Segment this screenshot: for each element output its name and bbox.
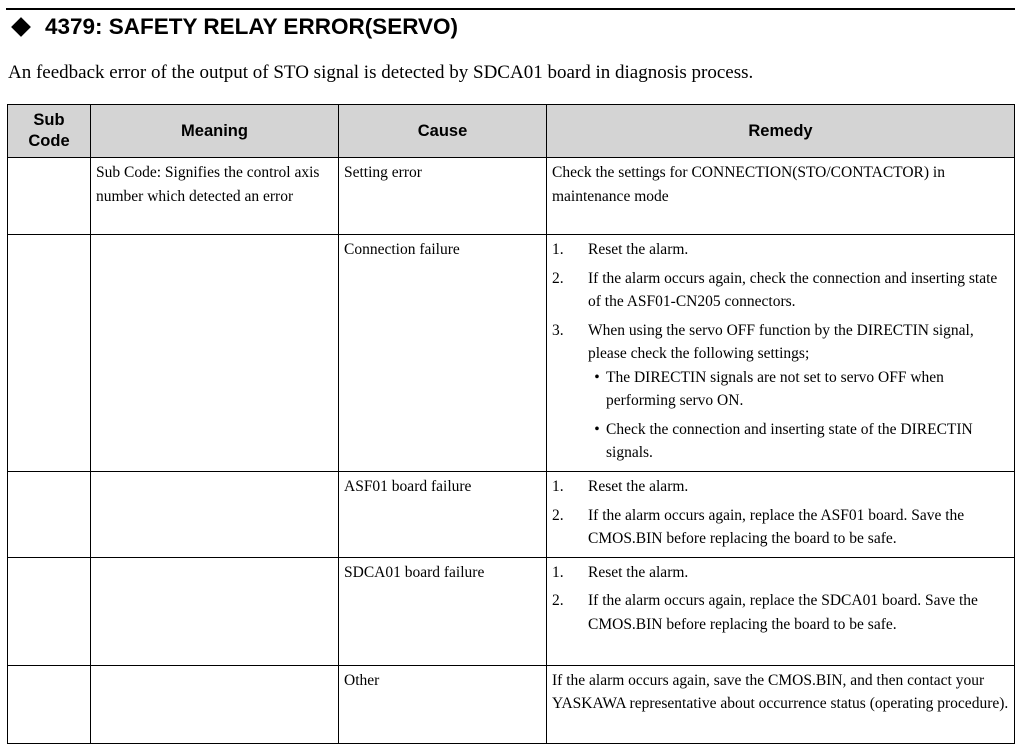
cause-cell: Connection failure [339, 235, 547, 472]
remedy-steps [552, 475, 1009, 551]
diamond-bullet-icon [11, 17, 31, 37]
sub-code-cell [8, 665, 91, 743]
table-row [8, 158, 1015, 235]
alarm-table [7, 104, 1015, 744]
table-row [8, 472, 1015, 558]
sub-bullet-list [588, 366, 1009, 465]
step-text: Reset the alarm. [588, 478, 689, 495]
remedy-step [552, 238, 1009, 262]
step-text: Reset the alarm. [588, 241, 689, 258]
page-title: 4379: SAFETY RELAY ERROR(SERVO) [45, 14, 459, 39]
sub-code-cell [8, 235, 91, 472]
step-text: If the alarm occurs again, replace the ASF01 board. Save the CMOS.BIN before replacing the board to be safe. [588, 506, 965, 547]
bullet-dot-icon: • [594, 420, 600, 438]
step-number: 1. [552, 478, 564, 495]
cause-cell: SDCA01 board failure [339, 557, 547, 665]
step-number: 2. [552, 506, 564, 524]
header-meaning: Meaning [91, 105, 339, 158]
remedy-steps [552, 238, 1009, 465]
step-content [588, 319, 1009, 465]
step-number: 3. [552, 321, 564, 339]
table-row [8, 235, 1015, 472]
sub-bullet [588, 366, 1009, 413]
meaning-cell [91, 665, 339, 743]
cause-cell: Setting error [339, 158, 547, 235]
step-number: 2. [552, 269, 564, 287]
header-cause: Cause [339, 105, 547, 158]
cause-cell: Other [339, 665, 547, 743]
sub-code-cell [8, 557, 91, 665]
top-rule [6, 8, 1015, 10]
remedy-cell: Check the settings for CONNECTION(STO/CONTACTOR) in maintenance mode [547, 158, 1015, 235]
table-row [8, 557, 1015, 665]
meaning-cell [91, 472, 339, 558]
meaning-cell [91, 557, 339, 665]
header-remedy: Remedy [547, 105, 1015, 158]
bullet-text: The DIRECTIN signals are not set to servo OFF when performing servo ON. [606, 368, 944, 409]
step-number: 1. [552, 241, 564, 258]
sub-bullet [588, 418, 1009, 465]
alarm-description: An feedback error of the output of STO signal is detected by SDCA01 board in diagnosis process. [8, 62, 754, 83]
remedy-step [552, 319, 1009, 465]
header-sub-code: Sub Code [8, 105, 91, 158]
sub-code-cell [8, 158, 91, 235]
remedy-cell [547, 472, 1015, 558]
step-text: If the alarm occurs again, check the connection and inserting state of the ASF01-CN205 connectors. [588, 269, 998, 310]
bullet-text: Check the connection and inserting state of the DIRECTIN signals. [606, 420, 973, 461]
table-row [8, 665, 1015, 743]
bullet-dot-icon: • [594, 368, 600, 386]
remedy-step [552, 267, 1009, 314]
step-text: When using the servo OFF function by the DIRECTIN signal, please check the following settings; [588, 321, 974, 362]
step-number: 1. [552, 563, 564, 581]
remedy-step [552, 504, 1009, 551]
sub-code-cell [8, 472, 91, 558]
remedy-steps [552, 561, 1009, 637]
remedy-step [552, 475, 1009, 499]
remedy-cell [547, 557, 1015, 665]
remedy-cell [547, 235, 1015, 472]
remedy-step [552, 589, 1009, 636]
remedy-cell: If the alarm occurs again, save the CMOS.BIN, and then contact your YASKAWA representative about occurrence status (operating procedure). [547, 665, 1015, 743]
section-heading [10, 14, 458, 40]
step-text: If the alarm occurs again, replace the SDCA01 board. Save the CMOS.BIN before replacing the board to be safe. [588, 592, 978, 633]
cause-cell: ASF01 board failure [339, 472, 547, 558]
remedy-step [552, 561, 1009, 585]
step-text: Reset the alarm. [588, 563, 689, 581]
meaning-cell [91, 235, 339, 472]
step-number: 2. [552, 592, 564, 609]
meaning-cell: Sub Code: Signifies the control axis number which detected an error [91, 158, 339, 235]
header-row [8, 105, 1015, 158]
